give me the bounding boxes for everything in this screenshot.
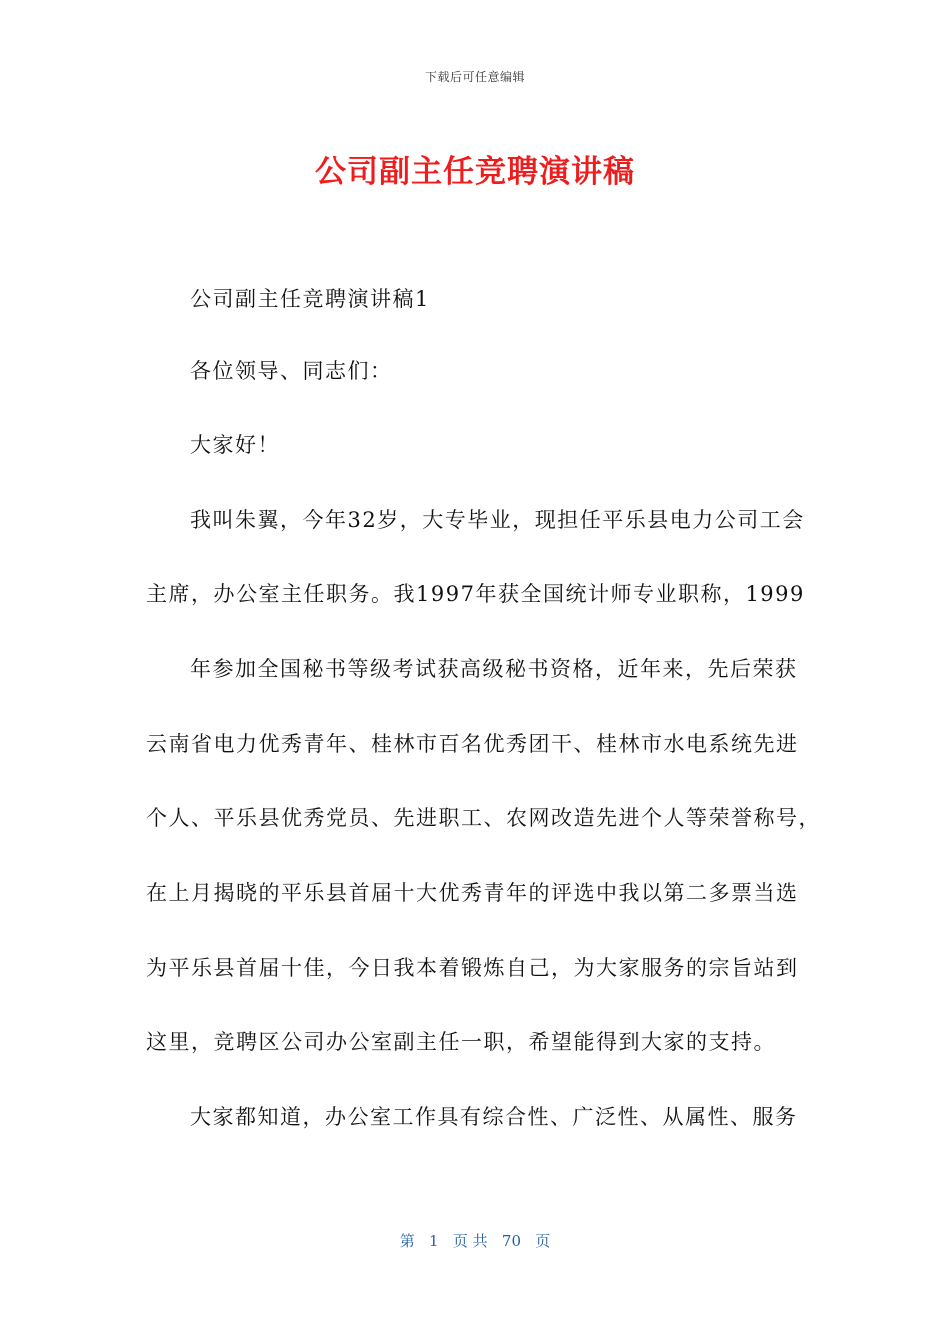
paragraph-line: 各位领导、同志们： — [190, 359, 393, 383]
paragraph-line: 个人、平乐县优秀党员、先进职工、农网改造先进个人等荣誉称号， — [146, 806, 821, 830]
paragraph-line: 大家好！ — [190, 433, 280, 457]
paragraph-line: 主席，办公室主任职务。我1997年获全国统计师专业职称，1999 — [146, 582, 805, 606]
paragraph-line: 云南省电力优秀青年、桂林市百名优秀团干、桂林市水电系统先进 — [146, 732, 799, 756]
page-number-footer: 第 1 页 共 70 页 — [399, 1232, 551, 1250]
paragraph-line: 我叫朱翼，今年32岁，大专毕业，现担任平乐县电力公司工会 — [190, 508, 805, 532]
paragraph-line: 在上月揭晓的平乐县首届十大优秀青年的评选中我以第二多票当选 — [146, 881, 799, 905]
paragraph-line: 公司副主任竞聘演讲稿1 — [190, 287, 430, 311]
document-title: 公司副主任竞聘演讲稿 — [315, 154, 635, 190]
paragraph-line: 大家都知道，办公室工作具有综合性、广泛性、从属性、服务 — [190, 1105, 798, 1129]
paragraph-line: 年参加全国秘书等级考试获高级秘书资格，近年来，先后荣获 — [190, 657, 798, 681]
paragraph-line: 这里，竞聘区公司办公室副主任一职，希望能得到大家的支持。 — [146, 1030, 776, 1054]
paragraph-line: 为平乐县首届十佳，今日我本着锻炼自己，为大家服务的宗旨站到 — [146, 956, 799, 980]
header-note: 下载后可任意编辑 — [424, 70, 525, 84]
